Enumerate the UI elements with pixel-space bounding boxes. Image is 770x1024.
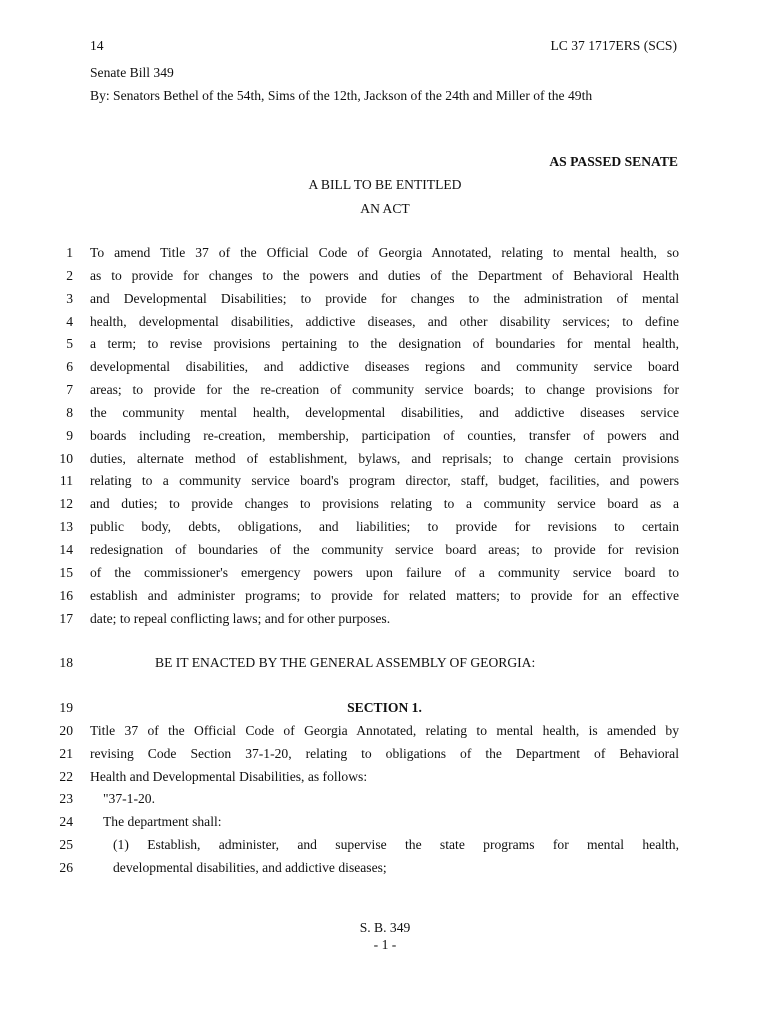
text-line [0,245,770,268]
line-number: 14 [59,541,73,557]
text-line [0,723,770,746]
line-number: 15 [59,564,73,580]
lc-code: LC 37 1717ERS (SCS) [550,38,677,53]
line-text: establish and administer programs; to provide for related matters; to provide for an effective [90,587,679,603]
line-number: 1 [66,245,73,260]
line-number: 25 [59,837,73,853]
text-line [0,428,770,451]
line-number: 21 [59,745,73,761]
text-line [0,565,770,588]
line-text: as to provide for changes to the powers and duties of the Department of Behavioral Health [90,267,679,283]
line-number: 17 [59,610,73,626]
line-text: Health and Developmental Disabilities, as follows: [90,768,368,784]
line-number: 12 [59,496,73,512]
line-number: 8 [66,404,73,420]
line-number: 23 [59,791,73,807]
bill-title-line2: AN ACT [360,201,410,216]
line-number: 22 [59,768,73,784]
line-number: 26 [59,859,73,875]
line-text: developmental disabilities, and addictive diseases; [113,859,387,875]
line-text: areas; to provide for the re-creation of community service boards; to change provisions for [90,382,679,398]
line-number: 19 [59,700,73,715]
text-line [0,382,770,405]
line-number: 2 [66,267,73,283]
line-number: 20 [59,722,73,738]
sponsors: By: Senators Bethel of the 54th, Sims of the 12th, Jackson of the 24th and Miller of the 49th [90,88,593,103]
text-line [0,314,770,337]
line-text: date; to repeal conflicting laws; and for other purposes. [90,610,391,626]
text-line [0,496,770,519]
passage-status: AS PASSED SENATE [549,154,678,169]
line-number: 10 [59,450,73,466]
footer-page-number: - 1 - [373,937,397,952]
bill-caption [0,245,770,633]
text-line [0,700,770,723]
text-line [0,611,770,634]
text-line [0,837,770,860]
line-number: 24 [59,814,73,830]
line-number: 5 [66,336,73,352]
line-number: 11 [59,473,73,489]
line-text: a term; to revise provisions pertaining to the designation of boundaries for mental health, [90,336,679,352]
text-line [0,542,770,565]
line-number: 13 [59,519,73,535]
text-line [0,860,770,883]
enacting-text: BE IT ENACTED BY THE GENERAL ASSEMBLY OF GEORGIA: [155,655,536,670]
text-line [0,791,770,814]
text-line [0,769,770,792]
line-text: revising Code Section 37-1-20, relating to obligations of the Department of Behavioral [90,745,679,761]
line-number: 16 [59,587,73,603]
text-line [0,746,770,769]
text-line [0,451,770,474]
code-section-number: "37-1-20. [103,791,155,807]
bill-title-line1: A BILL TO BE ENTITLED [308,177,462,192]
line-number: 4 [66,313,73,329]
line-text: redesignation of boundaries of the community service board areas; to provide for revision [90,541,679,557]
line-text: Title 37 of the Official Code of Georgia Annotated, relating to mental health, is amended by [90,722,679,738]
text-line [0,405,770,428]
line-text: public body, debts, obligations, and liabilities; to provide for revisions to certain [90,519,679,535]
line-text: the community mental health, developmental disabilities, and addictive diseases service [90,404,679,420]
section-heading: SECTION 1. [347,700,422,715]
line-number: 7 [66,382,73,398]
line-number: 18 [59,655,73,670]
text-line [0,519,770,542]
line-text: relating to a community service board's program director, staff, budget, facilities, and powers [90,473,679,489]
text-line [0,814,770,837]
text-line [0,473,770,496]
line-text: To amend Title 37 of the Official Code of Georgia Annotated, relating to mental health, so [90,245,679,260]
text-line [0,291,770,314]
line-text: boards including re-creation, membership, participation of counties, transfer of powers and [90,427,679,443]
line-text: and Developmental Disabilities; to provide for changes to the administration of mental [90,290,679,306]
section-1 [0,700,770,883]
line-text: developmental disabilities, and addictive diseases regions and community service board [90,359,679,375]
line-text: The department shall: [103,814,222,830]
bill-name: Senate Bill 349 [90,65,174,80]
text-line [0,336,770,359]
text-line [0,588,770,611]
line-text: duties, alternate method of establishment, bylaws, and reprisals; to change certain provisions [90,450,679,466]
footer-bill-ref: S. B. 349 [359,920,411,935]
page-number: 14 [90,38,104,53]
line-number: 6 [66,359,73,375]
line-text: of the commissioner's emergency powers upon failure of a community service board to [90,564,679,580]
text-line [0,359,770,382]
line-number: 3 [66,290,73,306]
line-text: and duties; to provide changes to provisions relating to a community service board as a [90,496,679,512]
text-line [0,268,770,291]
line-text: health, developmental disabilities, addictive diseases, and other disability services; to define [90,313,679,329]
line-number: 9 [66,427,73,443]
line-text: (1) Establish, administer, and supervise the state programs for mental health, [113,837,679,853]
